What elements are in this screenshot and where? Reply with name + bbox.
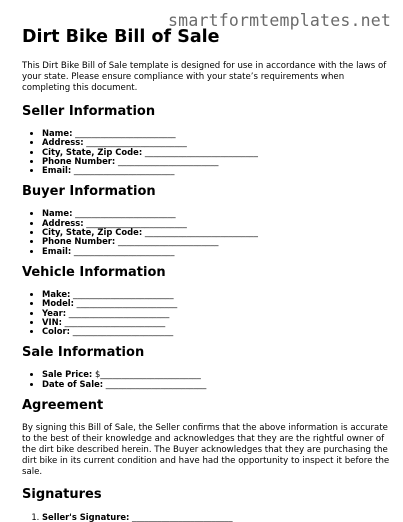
buyer-heading: Buyer Information	[22, 184, 156, 200]
seller-fields	[22, 129, 394, 175]
seller-signature-field[interactable]: 1. Seller's Signature: ________________________	[42, 512, 394, 522]
vehicle-year-field[interactable]: • Year: ________________________	[42, 309, 394, 318]
seller-email-field[interactable]: • Email: ________________________	[42, 166, 394, 175]
intro-paragraph: This Dirt Bike Bill of Sale template is designed for use in accordance with the laws of your state. Please ensure compliance with your state’s requirements when completing this document.	[22, 61, 387, 93]
vehicle-heading: Vehicle Information	[22, 264, 166, 280]
agreement-heading: Agreement	[22, 398, 104, 414]
site-watermark: smartformtemplates.net	[168, 11, 391, 30]
vehicle-color-field[interactable]: • Color: ________________________	[42, 327, 394, 336]
seller-name-field[interactable]: • Name: ________________________	[42, 129, 394, 138]
signatures-heading: Signatures	[22, 487, 102, 503]
sale-date-field[interactable]: • Date of Sale: ________________________	[42, 380, 394, 389]
document-title: Dirt Bike Bill of Sale	[22, 27, 220, 47]
vehicle-make-field[interactable]: • Make: ________________________	[42, 290, 394, 299]
vehicle-vin-field[interactable]: • VIN: ________________________	[42, 318, 394, 327]
vehicle-model-field[interactable]: • Model: ________________________	[42, 299, 394, 308]
vehicle-fields	[22, 290, 394, 336]
buyer-email-field[interactable]: • Email: ________________________	[42, 247, 394, 256]
sale-price-field[interactable]: • Sale Price: $________________________	[42, 370, 394, 379]
document-body	[22, 26, 394, 522]
buyer-name-field[interactable]: • Name: ________________________	[42, 209, 394, 218]
buyer-phone-field[interactable]: • Phone Number: ________________________	[42, 237, 394, 246]
agreement-paragraph: By signing this Bill of Sale, the Seller confirms that the above information is accurate to the best of their knowledge and acknowledges that they are the rightful owner of the dirt bike described herein. The Buyer acknowledges that they are purchasing the dirt bike in its current condition and have had the opportunity to inspect it before the sale.	[22, 423, 390, 478]
sale-heading: Sale Information	[22, 345, 145, 361]
buyer-city-field[interactable]: • City, State, Zip Code: ___________________________	[42, 228, 394, 237]
seller-city-field[interactable]: • City, State, Zip Code: ___________________________	[42, 148, 394, 157]
seller-address-field[interactable]: • Address: ________________________	[42, 138, 394, 147]
sale-fields	[22, 370, 394, 389]
buyer-address-field[interactable]: • Address: ________________________	[42, 219, 394, 228]
seller-phone-field[interactable]: • Phone Number: ________________________	[42, 157, 394, 166]
buyer-fields	[22, 209, 394, 255]
seller-heading: Seller Information	[22, 104, 156, 119]
